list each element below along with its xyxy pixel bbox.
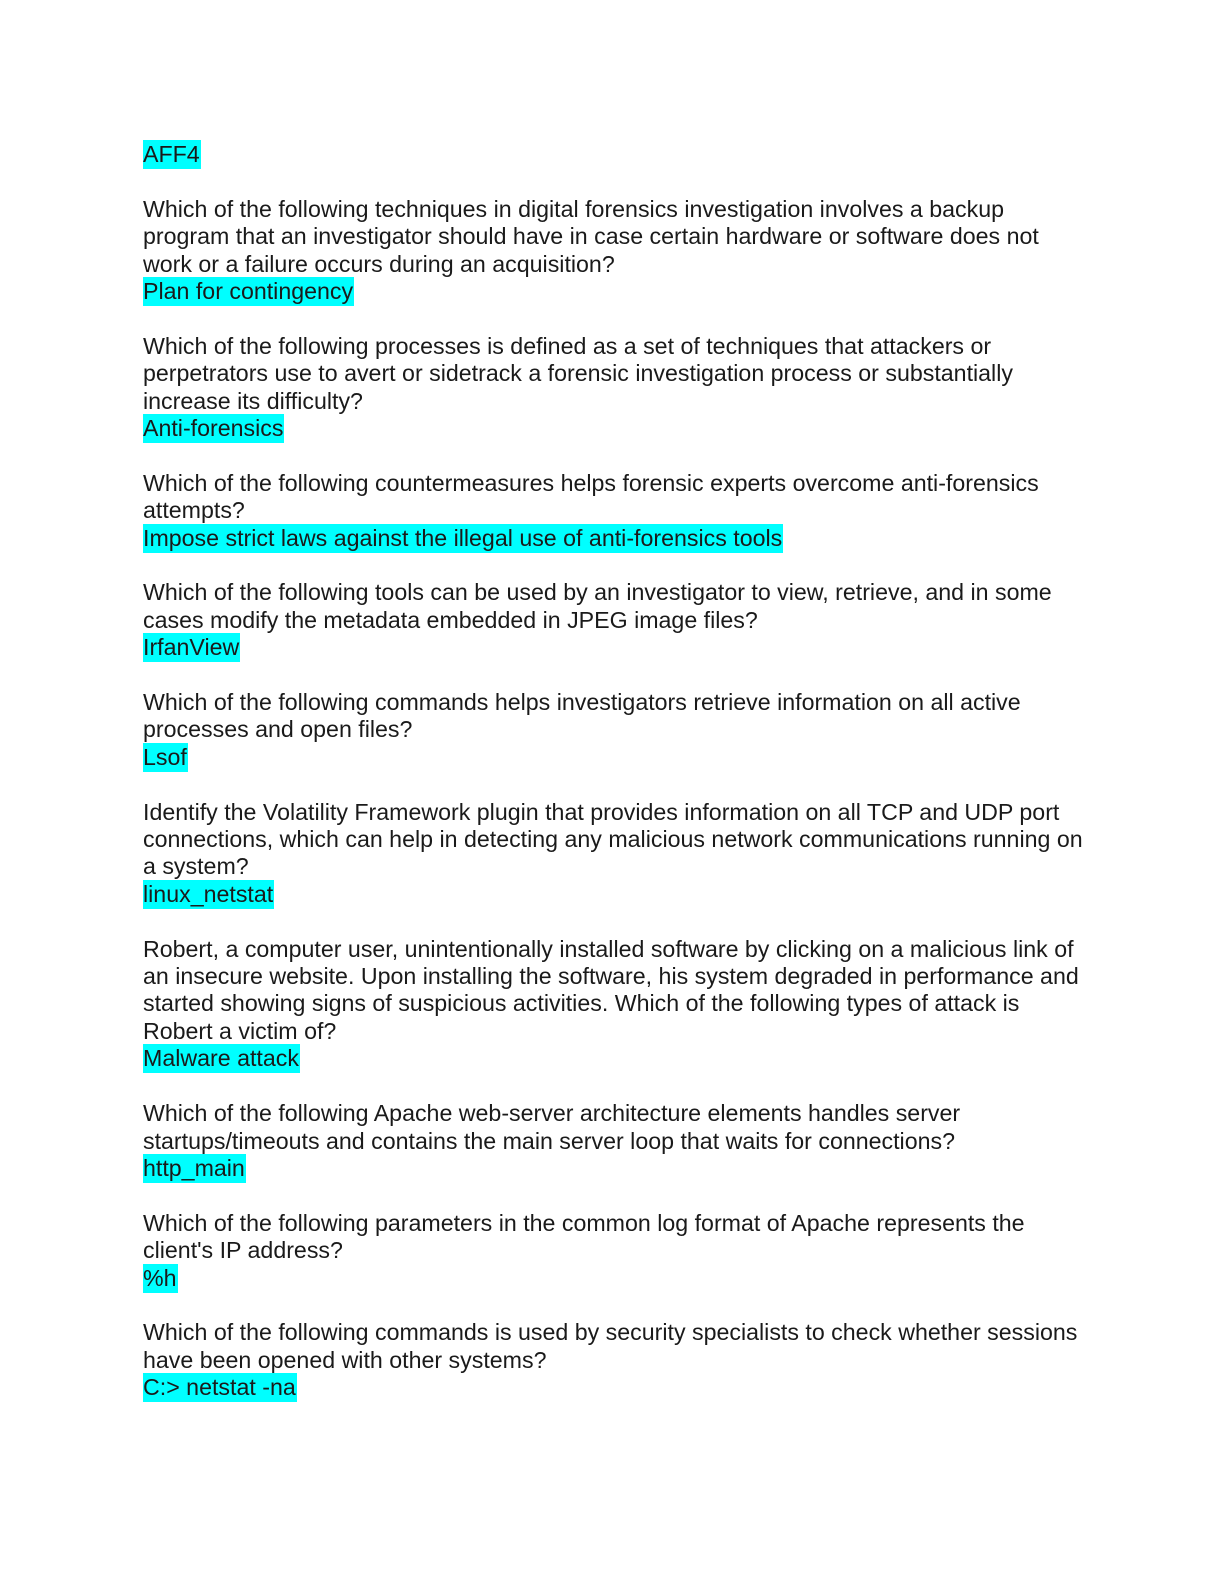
answer-line (143, 1265, 1083, 1292)
answer-highlight: Plan for contingency (143, 278, 354, 305)
qa-item-6 (143, 799, 1083, 909)
answer-line (143, 525, 1083, 552)
answer-line (143, 881, 1083, 908)
qa-item-3 (143, 470, 1083, 552)
answer-line (143, 1155, 1083, 1182)
document-page (143, 141, 1083, 1402)
answer-highlight: http_main (143, 1154, 245, 1181)
qa-item-5 (143, 689, 1083, 771)
question-text: Which of the following techniques in digital forensics investigation involves a backup program that an investigator should have in case certain hardware or software does not work or a failure occurs during an acquisition? (143, 195, 1039, 277)
answer-highlight: Lsof (143, 743, 187, 770)
intro-answer (143, 141, 1083, 168)
question-text: Which of the following tools can be used by an investigator to view, retrieve, and in some cases modify the metadata embedded in JPEG image files? (143, 579, 1052, 633)
qa-item-10 (143, 1319, 1083, 1401)
qa-item-7 (143, 936, 1083, 1073)
answer-line (143, 744, 1083, 771)
answer-highlight: %h (143, 1264, 177, 1291)
answer-highlight: C:> netstat -na (143, 1374, 296, 1401)
qa-item-1 (143, 196, 1083, 306)
question-text: Which of the following commands helps investigators retrieve information on all active processes and open files? (143, 689, 1021, 743)
answer-highlight: Malware attack (143, 1045, 299, 1072)
qa-item-9 (143, 1210, 1083, 1292)
answer-line (143, 1045, 1083, 1072)
answer-highlight: Anti-forensics (143, 415, 284, 442)
answer-highlight: linux_netstat (143, 880, 274, 907)
answer-highlight: AFF4 (143, 141, 200, 167)
question-text: Which of the following processes is defined as a set of techniques that attackers or perpetrators use to avert or sidetrack a forensic investigation process or substantially increase its difficulty? (143, 332, 1013, 414)
qa-item-4 (143, 579, 1083, 661)
question-text: Which of the following Apache web-server architecture elements handles server startups/timeouts and contains the main server loop that waits for connections? (143, 1100, 961, 1154)
question-text: Which of the following parameters in the common log format of Apache represents the client's IP address? (143, 1209, 1025, 1264)
question-text: Robert, a computer user, unintentionally installed software by clicking on a malicious link of an insecure website. Upon installing the software, his system degraded in performance and started showing signs of suspicious activities. Which of the following types of attack is Robert a victim of? (143, 935, 1079, 1044)
qa-item-2 (143, 333, 1083, 443)
qa-item-8 (143, 1100, 1083, 1182)
answer-line (143, 278, 1083, 305)
question-text: Which of the following commands is used by security specialists to check whether sessions have been opened with other systems? (143, 1319, 1078, 1373)
answer-line (143, 634, 1083, 661)
question-text: Identify the Volatility Framework plugin that provides information on all TCP and UDP port connections, which can help in detecting any malicious network communications running on a system? (143, 798, 1083, 880)
answer-highlight: Impose strict laws against the illegal use of anti-forensics tools (143, 524, 783, 551)
answer-line (143, 1374, 1083, 1401)
answer-line (143, 415, 1083, 442)
answer-highlight: IrfanView (143, 634, 240, 661)
question-text: Which of the following countermeasures helps forensic experts overcome anti-forensics attempts? (143, 469, 1039, 524)
